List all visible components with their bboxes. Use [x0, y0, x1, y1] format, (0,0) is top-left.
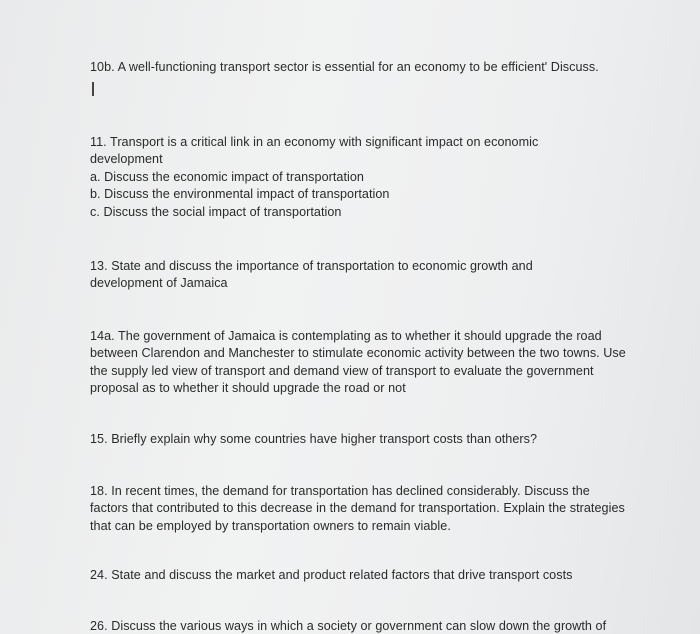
question-line: development: [90, 152, 163, 167]
question-line: 14a. The government of Jamaica is contemplating as to whether it should upgrade the road: [90, 329, 602, 343]
question-line: 24. State and discuss the market and product related factors that drive transport costs: [90, 568, 573, 582]
question-14a: [90, 328, 650, 398]
question-line: the supply led view of transport and demand view of transport to evaluate the government: [90, 363, 594, 378]
question-line: factors that contributed to this decrease in the demand for transportation. Explain the strategies: [90, 501, 625, 516]
question-10b: [90, 59, 650, 76]
question-18: [90, 483, 650, 535]
question-line: 11. Transport is a critical link in an economy with significant impact on economic: [90, 135, 539, 149]
question-line: that can be employed by transportation owners to remain viable.: [90, 518, 451, 533]
question-13: [90, 258, 650, 293]
text-cursor: [92, 82, 94, 96]
question-line: between Clarendon and Manchester to stimulate economic activity between the two towns. Use: [90, 346, 626, 361]
question-line: 10b. A well-functioning transport sector is essential for an economy to be efficient' Discuss.: [90, 60, 599, 74]
question-line: 18. In recent times, the demand for transportation has declined considerably. Discuss the: [90, 484, 590, 498]
question-24: [90, 567, 650, 584]
question-line: 13. State and discuss the importance of transportation to economic growth and: [90, 259, 533, 273]
question-line: b. Discuss the environmental impact of transportation: [90, 187, 390, 202]
question-26: [90, 618, 650, 634]
question-line: proposal as to whether it should upgrade the road or not: [90, 381, 406, 396]
question-line: 26. Discuss the various ways in which a society or government can slow down the growth of: [90, 619, 607, 633]
question-15: [90, 431, 650, 448]
question-11: [90, 134, 650, 221]
question-line: c. Discuss the social impact of transportation: [90, 204, 342, 219]
question-line: 15. Briefly explain why some countries have higher transport costs than others?: [90, 432, 538, 446]
question-line: development of Jamaica: [90, 276, 228, 291]
question-line: a. Discuss the economic impact of transportation: [90, 169, 364, 184]
